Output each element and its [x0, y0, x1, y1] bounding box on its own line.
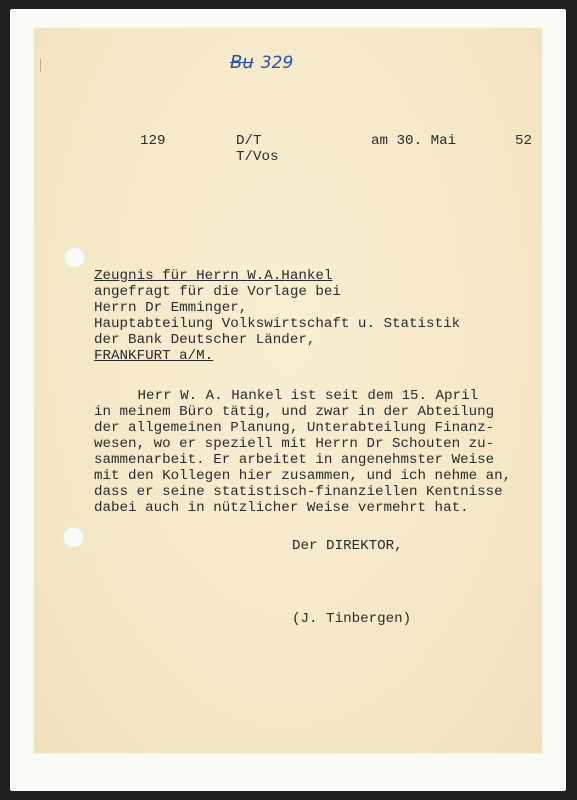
address-line: Herrn Dr Emminger,	[94, 300, 248, 316]
body-line: dabei auch in nützlicher Weise vermehrt hat.	[94, 500, 469, 516]
body-line: der allgemeinen Planung, Unterabteilung Finanz-	[94, 420, 495, 436]
address-line: Hauptabteilung Volkswirtschaft u. Statistik	[94, 316, 461, 332]
handwritten-reference	[230, 52, 293, 73]
reference-number: 329	[260, 53, 294, 73]
body-line: wesen, wo er speziell mit Herrn Dr Schouten zu-	[94, 436, 495, 452]
body-line: mit den Kollegen hier zusammen, und ich nehme an,	[94, 468, 512, 484]
body-line: in meinem Büro tätig, und zwar in der Abteilung	[94, 404, 495, 420]
address-city: FRANKFURT a/M.	[94, 348, 214, 364]
address-line: angefragt für die Vorlage bei	[94, 284, 341, 300]
page-number: 129	[140, 133, 166, 149]
body-line: dass er seine statistisch-finanziellen Kentnisse	[94, 484, 503, 500]
closing-title: Der DIREKTOR,	[292, 538, 403, 554]
punch-hole-bottom	[63, 527, 84, 548]
department-code: D/T	[236, 133, 262, 149]
address-line: der Bank Deutscher Länder,	[94, 332, 316, 348]
margin-mark	[40, 58, 45, 72]
body-line: sammenarbeit. Er arbeitet in angenehmster Weise	[94, 452, 495, 468]
struck-annotation: Bu	[230, 52, 254, 73]
typist-code: T/Vos	[236, 149, 279, 165]
punch-hole-top	[64, 247, 85, 268]
letter-date: am 30. Mai	[371, 133, 457, 149]
subject-line: Zeugnis für Herrn W.A.Hankel	[94, 268, 333, 284]
letter-year: 52	[515, 133, 533, 149]
signatory-name: (J. Tinbergen)	[292, 611, 412, 627]
body-line: Herr W. A. Hankel ist seit dem 15. April	[112, 388, 479, 404]
